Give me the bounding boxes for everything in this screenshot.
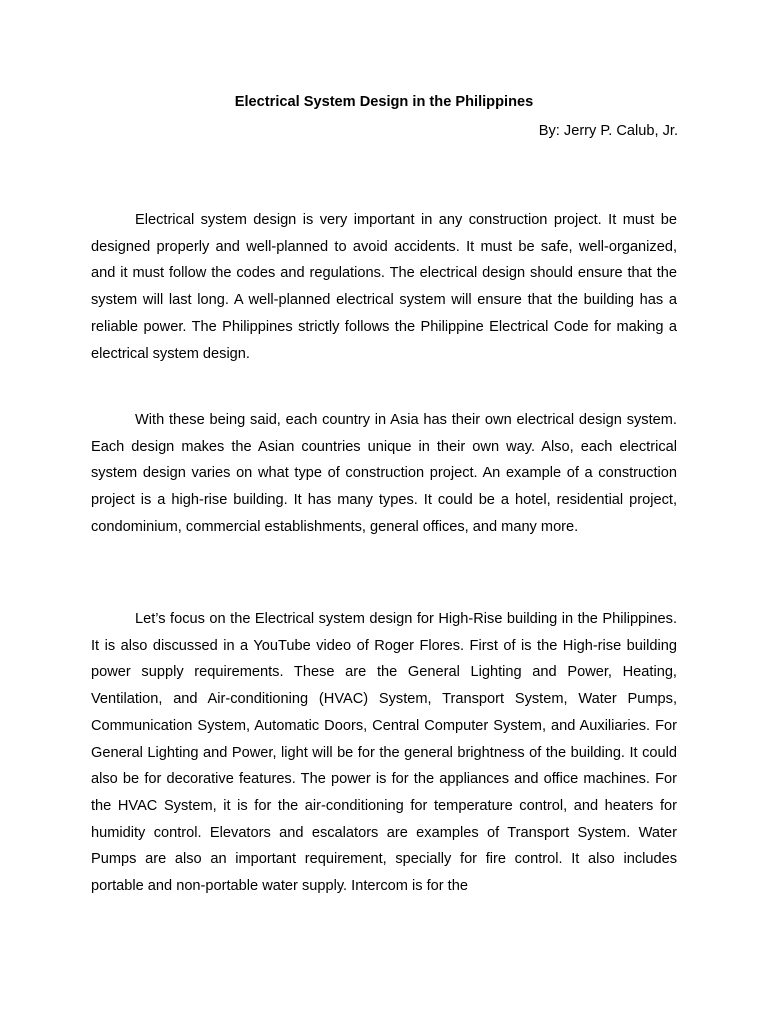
paragraph-2: With these being said, each country in Asia has their own electrical design system. Each design makes the Asian countries unique in their own way. Also, each electrical system design varies on what type of construction project. An example of a construction project is a high-rise building. It has many types. It could be a hotel, residential project, condominium, commercial establishments, general offices, and many more. [91, 412, 677, 535]
author-byline: By: Jerry P. Calub, Jr. [538, 123, 678, 139]
paragraph-3: Let’s focus on the Electrical system design for High-Rise building in the Philippines. It is also discussed in a YouTube video of Roger Flores. First of is the High-rise building power supply requirements. These are the General Lighting and Power, Heating, Ventilation, and Air-conditioning (HVAC) System, Transport System, Water Pumps, Communication System, Automatic Doors, Central Computer System, and Auxiliaries. For General Lighting and Power, light will be for the general brightness of the building. It could also be for decorative features. The power is for the appliances and office machines. For the HVAC System, it is for the air-conditioning for temperature control, and heaters for humidity control. Elevators and escalators are examples of Transport System. Water Pumps are also an important requirement, specially for fire control. It also includes portable and non-portable water supply. Intercom is for the [91, 611, 677, 895]
document-title: Electrical System Design in the Philippines [234, 94, 534, 110]
paragraph-1: Electrical system design is very important in any construction project. It must be designed properly and well-planned to avoid accidents. It must be safe, well-organized, and it must follow the codes and regulations. The electrical design should ensure that the system will last long. A well-planned electrical system will ensure that the building has a reliable power. The Philippines strictly follows the Philippine Electrical Code for making a electrical system design. [91, 212, 677, 362]
